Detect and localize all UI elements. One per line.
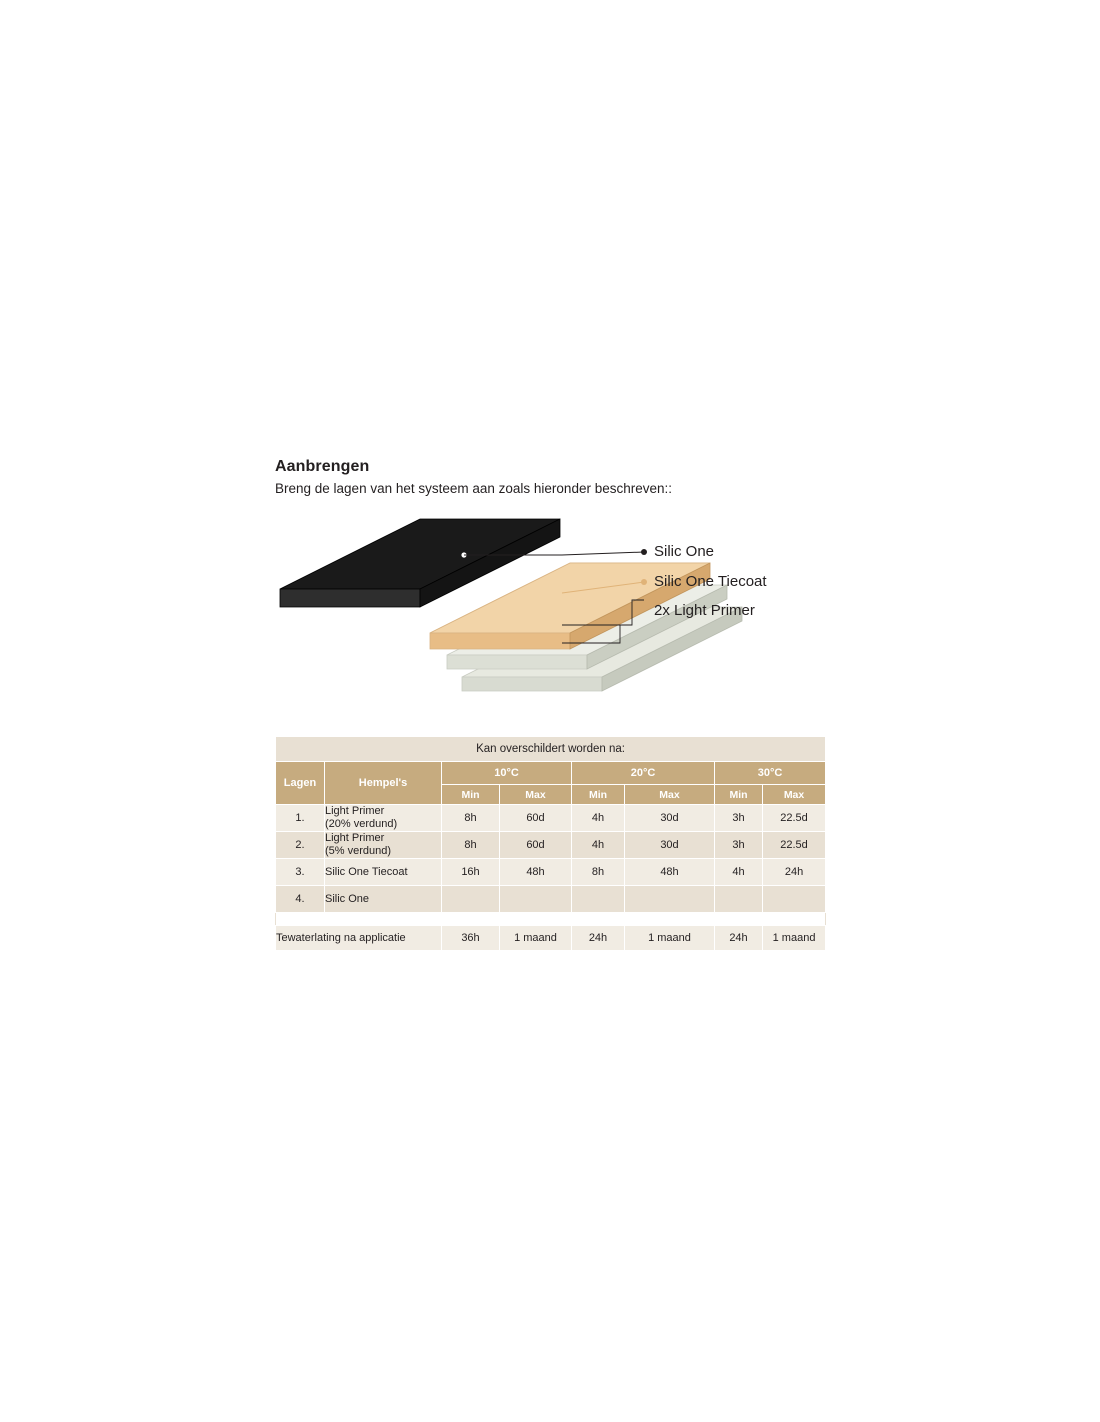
- header-max-30: Max: [763, 785, 826, 805]
- table-row: [276, 859, 826, 886]
- row-product-name-line2: (5% verdund): [325, 845, 392, 857]
- page-title: Aanbrengen: [275, 458, 370, 475]
- section-heading: [275, 457, 915, 498]
- callout-label-silic-one: Silic One: [654, 543, 715, 560]
- row-min-30: 4h: [715, 859, 763, 886]
- header-max-10: Max: [500, 785, 572, 805]
- row-layer-number: 1.: [276, 805, 325, 832]
- row-min-30: 3h: [715, 832, 763, 859]
- header-temp-30: 30°C: [715, 762, 826, 785]
- row-product-name: [325, 805, 442, 832]
- row-min-10: 16h: [442, 859, 500, 886]
- row-product-name: [325, 886, 442, 913]
- table-header-row-1: [276, 762, 826, 785]
- table-caption: Kan overschildert worden na:: [276, 737, 826, 762]
- row-product-name: [325, 859, 442, 886]
- footer-max-20: 1 maand: [625, 926, 715, 951]
- row-max-10: 60d: [500, 805, 572, 832]
- row-min-30: 3h: [715, 805, 763, 832]
- header-hempels: Hempel's: [325, 762, 442, 805]
- footer-min-10: 36h: [442, 926, 500, 951]
- row-max-20: [625, 886, 715, 913]
- row-min-10: 8h: [442, 832, 500, 859]
- row-product-name-line1: Silic One: [325, 892, 370, 905]
- row-min-30: [715, 886, 763, 913]
- row-min-10: 8h: [442, 805, 500, 832]
- header-max-20: Max: [625, 785, 715, 805]
- overcoating-table: [275, 736, 826, 951]
- header-temp-10: 10°C: [442, 762, 572, 785]
- overcoating-table-wrapper: [275, 736, 825, 951]
- row-product-name-line1: Light Primer: [325, 832, 385, 844]
- row-max-20: 30d: [625, 805, 715, 832]
- table-spacer-row: [276, 913, 826, 926]
- row-max-30: [763, 886, 826, 913]
- section-subtitle: Breng de lagen van het systeem aan zoals hieronder beschreven::: [275, 481, 672, 496]
- row-max-10: 48h: [500, 859, 572, 886]
- row-max-30: 24h: [763, 859, 826, 886]
- table-row: [276, 886, 826, 913]
- table-caption-row: [276, 737, 826, 762]
- footer-max-30: 1 maand: [763, 926, 826, 951]
- header-min-10: Min: [442, 785, 500, 805]
- row-product-name-line1: Light Primer: [325, 805, 385, 817]
- row-min-20: [572, 886, 625, 913]
- row-product-name: [325, 832, 442, 859]
- callout-label-silic-one-tiecoat: Silic One Tiecoat: [654, 573, 767, 590]
- footer-max-10: 1 maand: [500, 926, 572, 951]
- header-lagen: Lagen: [276, 762, 325, 805]
- row-product-name-line1: Silic One Tiecoat: [325, 865, 408, 878]
- row-max-20: 48h: [625, 859, 715, 886]
- row-layer-number: 2.: [276, 832, 325, 859]
- footer-min-30: 24h: [715, 926, 763, 951]
- row-max-10: 60d: [500, 832, 572, 859]
- row-min-10: [442, 886, 500, 913]
- header-temp-20: 20°C: [572, 762, 715, 785]
- row-max-30: 22.5d: [763, 805, 826, 832]
- footer-label: Tewaterlating na applicatie: [276, 926, 442, 951]
- header-min-30: Min: [715, 785, 763, 805]
- callout-label-light-primer: 2x Light Primer: [654, 602, 755, 619]
- row-layer-number: 4.: [276, 886, 325, 913]
- row-max-30: 22.5d: [763, 832, 826, 859]
- table-row: [276, 805, 826, 832]
- row-max-10: [500, 886, 572, 913]
- row-max-20: 30d: [625, 832, 715, 859]
- row-min-20: 4h: [572, 805, 625, 832]
- row-min-20: 8h: [572, 859, 625, 886]
- table-footer-row: [276, 926, 826, 951]
- footer-min-20: 24h: [572, 926, 625, 951]
- diagram-callouts: [648, 515, 908, 725]
- row-min-20: 4h: [572, 832, 625, 859]
- row-product-name-line2: (20% verdund): [325, 818, 398, 830]
- table-row: [276, 832, 826, 859]
- header-min-20: Min: [572, 785, 625, 805]
- row-layer-number: 3.: [276, 859, 325, 886]
